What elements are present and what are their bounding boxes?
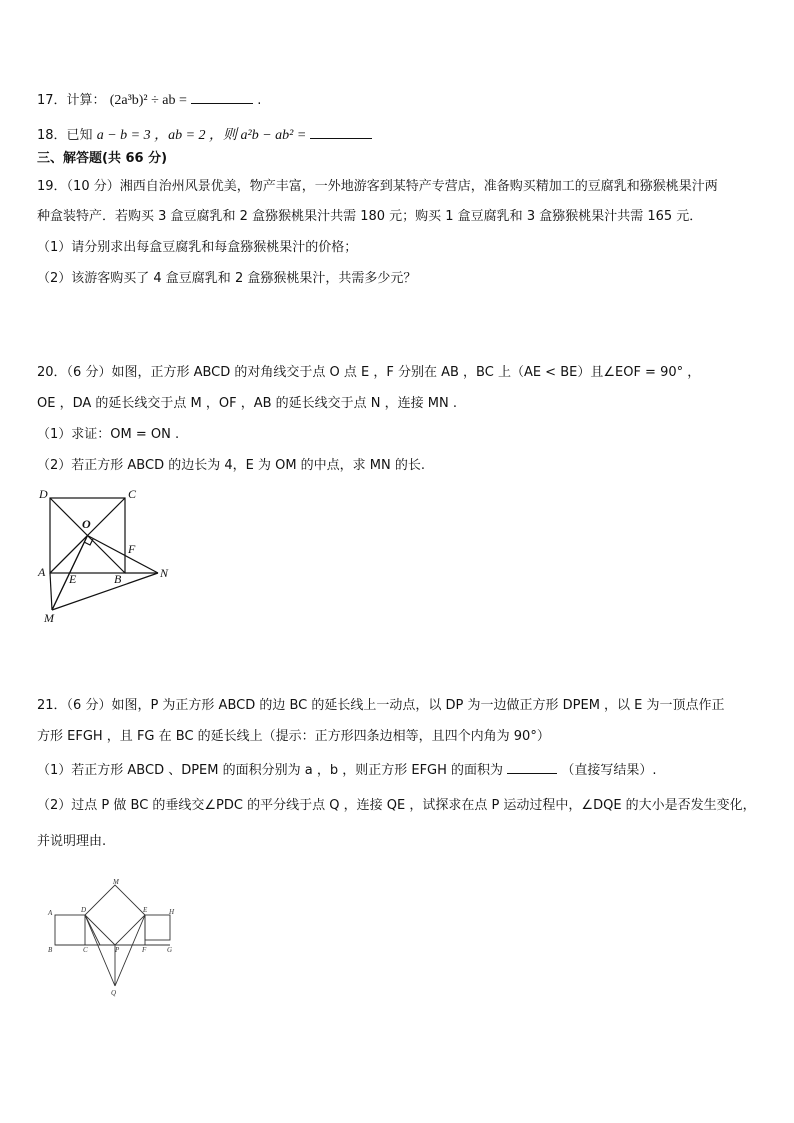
q21-sub1-text: （1）若正方形 ABCD 、DPEM 的面积分别为 a ，b ，则正方形 EFGH 的面积为 — [37, 763, 504, 778]
q21-answer-blank[interactable] — [507, 759, 557, 774]
q20-line2: OE ，DA 的延长线交于点 M ，OF ，AB 的延长线交于点 N ，连接 MN . — [37, 396, 457, 411]
q17-answer-blank[interactable] — [191, 89, 253, 104]
q19-line2: 种盒装特产．若购买 3 盒豆腐乳和 2 盒猕猴桃果汁共需 180 元；购买 1 盒豆腐乳和 3 盒猕猴桃果汁共需 165 元． — [37, 209, 703, 224]
label21-f: F — [142, 946, 147, 954]
label-o: O — [82, 517, 91, 531]
label21-b: B — [48, 946, 53, 954]
q21-sub1-tail: （直接写结果）. — [561, 763, 657, 778]
label21-p: P — [115, 946, 120, 954]
q19-sub2: （2）该游客购买了 4 盒豆腐乳和 2 盒猕猴桃果汁，共需多少元？ — [37, 271, 417, 286]
label-d: D — [39, 487, 48, 501]
q20-line1: 20．（6 分）如图，正方形 ABCD 的对角线交于点 O 点 E ，F 分别在 AB ，BC 上（AE < BE）且∠EOF = 90° ， — [37, 365, 701, 380]
q19-line1: 19．（10 分）湘西自治州风景优美，物产丰富，一外地游客到某特产专营店，准备购买精加工的豆腐乳和猕猴桃果汁两 — [37, 179, 718, 194]
q20-sub2: （2）若正方形 ABCD 的边长为 4，E 为 OM 的中点，求 MN 的长. — [37, 458, 426, 473]
square-abcd-21 — [55, 915, 85, 945]
label-e: E — [69, 572, 77, 586]
label-n: N — [160, 566, 169, 580]
label-a: A — [38, 565, 46, 579]
q19-sub1: （1）请分别求出每盒豆腐乳和每盒猕猴桃果汁的价格； — [37, 240, 358, 255]
label21-e: E — [143, 906, 148, 914]
section-heading: 三、解答题(共 66 分) — [37, 151, 168, 166]
q17-prefix: 17．计算： — [37, 93, 106, 108]
q20-sub1: （1）求证：OM = ON . — [37, 427, 180, 442]
label-b: B — [114, 572, 122, 586]
segment-qe — [115, 915, 145, 986]
q21-sub1 — [37, 759, 656, 780]
label21-a: A — [48, 909, 53, 917]
label21-q: Q — [111, 989, 117, 997]
label21-g: G — [167, 946, 173, 954]
q21-line1: 21．（6 分）如图，P 为正方形 ABCD 的边 BC 的延长线上一动点，以 DP 为一边做正方形 DPEM ，以 E 为一顶点作正 — [37, 698, 725, 713]
segment-dc-p — [85, 915, 100, 945]
segment-ao-extra — [50, 536, 88, 574]
square-efgh — [145, 915, 170, 940]
q21-sub2b: 并说明理由. — [37, 834, 107, 849]
q17-expression: (2a³b)² ÷ ab = — [109, 93, 187, 108]
q21-line2: 方形 EFGH ，且 FG 在 BC 的延长线上（提示：正方形四条边相等，且四个内角为 90°） — [37, 729, 550, 744]
label-c: C — [128, 487, 137, 501]
label-f: F — [128, 542, 136, 556]
label21-m: M — [113, 878, 119, 886]
label-m: M — [44, 611, 54, 625]
segment-dq — [85, 915, 115, 986]
question-17 — [37, 89, 261, 110]
segment-da-extended — [50, 573, 52, 610]
label21-d: D — [81, 906, 87, 914]
label21-h: H — [169, 908, 175, 916]
q20-figure — [36, 484, 181, 626]
q18-answer-blank[interactable] — [310, 124, 372, 139]
segment-on — [88, 536, 159, 574]
q21-figure — [45, 878, 185, 998]
q18-prefix: 18．已知 — [37, 128, 93, 143]
q21-sub2: （2）过点 P 做 BC 的垂线交∠PDC 的平分线于点 Q ，连接 QE ，试探求在点 P 运动过程中，∠DQE 的大小是否发生变化， — [37, 798, 756, 813]
segment-mn — [52, 573, 158, 610]
label21-c: C — [83, 946, 88, 954]
q18-expression: a − b = 3 ，ab = 2 ，则 a²b − ab² = — [96, 128, 307, 143]
q17-end: . — [257, 93, 262, 108]
question-18 — [37, 124, 372, 145]
